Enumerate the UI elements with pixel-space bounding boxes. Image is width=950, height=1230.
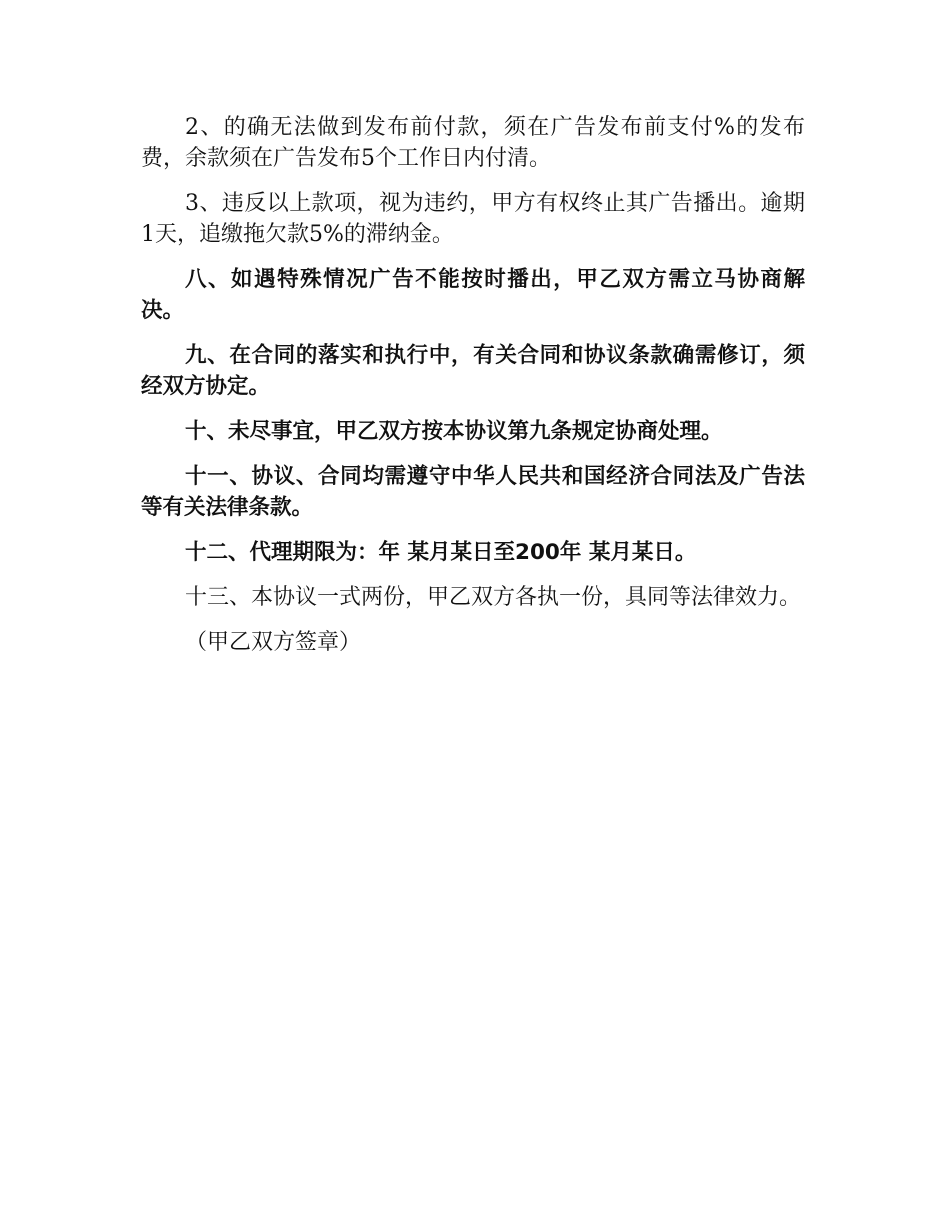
clause-9: 九、在合同的落实和执行中，有关合同和协议条款确需修订，须经双方协定。 (141, 343, 805, 399)
clause-8: 八、如遇特殊情况广告不能按时播出，甲乙双方需立马协商解决。 (141, 267, 805, 323)
clause-12: 十二、代理期限为：年 某月某日至200年 某月某日。 (185, 540, 697, 565)
clause-11: 十一、协议、合同均需遵守中华人民共和国经济合同法及广告法等有关法律条款。 (141, 464, 805, 520)
clause-breach-3: 3、违反以上款项，视为违约，甲方有权终止其广告播出。逾期1天，追缴拖欠款5%的滞纳金。 (141, 191, 805, 247)
clause-payment-2: 2、的确无法做到发布前付款，须在广告发布前支付%的发布费，余款须在广告发布5个工作日内付清。 (141, 115, 805, 171)
clause-13: 十三、本协议一式两份，甲乙双方各执一份，具同等法律效力。 (185, 585, 802, 610)
document-page (141, 112, 805, 680)
clause-10: 十、未尽事宜，甲乙双方按本协议第九条规定协商处理。 (185, 419, 723, 444)
signature-line: （甲乙双方签章） (185, 630, 362, 655)
